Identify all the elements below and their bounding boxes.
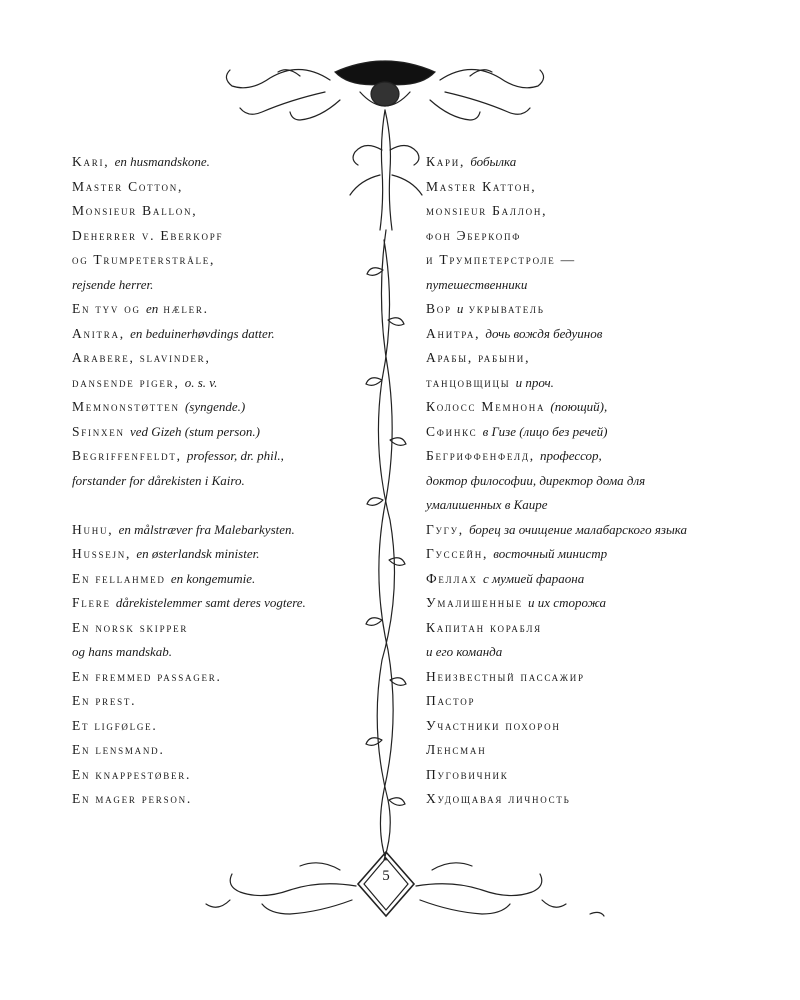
role-punct: ,: [104, 154, 110, 169]
cast-entry: [72, 346, 372, 371]
role-name: Кари: [426, 154, 461, 169]
cast-entry: [426, 493, 746, 518]
role-punct: ,: [458, 521, 464, 537]
cast-entry: [426, 297, 746, 322]
cast-entry: [426, 248, 746, 273]
role-punct: ,: [542, 203, 548, 218]
role-name: Hussejn: [72, 546, 127, 561]
cast-entry: [72, 175, 372, 200]
cast-entry: [426, 420, 746, 445]
role-description: дочь вождя бедуинов: [485, 325, 603, 341]
role-description: en: [145, 301, 159, 316]
role-name: укрыватель: [468, 301, 545, 316]
role-punct: ,: [209, 252, 216, 267]
cast-entry: [72, 199, 372, 224]
cast-entry: [72, 640, 372, 665]
role-description: (поющий),: [550, 399, 608, 414]
role-name: En norsk skipper: [72, 619, 189, 635]
role-punct: .: [203, 301, 209, 316]
role-name: En mager person: [72, 791, 187, 806]
role-punct: ,: [475, 325, 481, 341]
role-description: dårekistelemmer samt deres vogtere.: [115, 595, 306, 610]
cast-entry: [72, 273, 372, 298]
role-description: восточный министр: [493, 546, 608, 561]
role-punct: ,: [119, 325, 125, 341]
cast-entry: [426, 640, 746, 665]
cast-entry: [72, 763, 372, 788]
cast-entry: [426, 763, 746, 788]
cast-entry: [72, 787, 372, 812]
role-description: в Гизе (лицо без речей): [482, 423, 608, 439]
role-name: Пуговичник: [426, 766, 509, 782]
cast-entry: [426, 346, 746, 371]
role-description: и проч.: [515, 374, 554, 390]
role-name: Гуссейн: [426, 546, 483, 561]
role-punct: ,: [525, 350, 531, 365]
role-description: доктор философии, директор дома для: [426, 472, 646, 488]
role-description: en husmandskone.: [114, 154, 210, 169]
cast-entry: [426, 689, 746, 714]
role-description: борец за очищение малабарского языка: [469, 521, 688, 537]
role-name: Memnonstøtten: [72, 399, 180, 414]
cast-entry: [426, 616, 746, 641]
role-description: умалишенных в Каире: [426, 497, 548, 512]
role-punct: ,: [460, 154, 466, 169]
role-name: Анитра: [426, 325, 476, 341]
role-name: dansende piger: [72, 374, 175, 390]
role-name: En knappestøber: [72, 766, 186, 782]
cast-entry: [426, 395, 746, 420]
role-punct: ,: [126, 546, 132, 561]
role-name: Худощавая личность: [426, 791, 571, 806]
role-name: hæler: [163, 301, 204, 316]
role-punct: .: [216, 668, 222, 684]
cast-entry: [72, 616, 372, 641]
role-name: фон Эберкопф: [426, 227, 522, 243]
role-description: en østerlandsk minister.: [136, 546, 260, 561]
cast-entry: [426, 469, 746, 494]
role-name: Умалишенные: [426, 595, 523, 610]
cast-entry: [72, 322, 372, 347]
cast-entry: [72, 542, 372, 567]
role-punct: ,: [178, 178, 184, 194]
role-name: Пастор: [426, 693, 476, 708]
role-description: путешественники: [426, 276, 528, 292]
role-description: en beduinerhøvdings datter.: [130, 325, 275, 341]
role-punct: ,: [176, 448, 182, 463]
role-name: и Трумпетерстроле —: [426, 252, 576, 267]
role-description: (syngende.): [184, 399, 246, 414]
role-description: forstander for dårekisten i Kairo.: [72, 472, 245, 488]
cast-entry: [72, 591, 372, 616]
role-punct: .: [131, 693, 137, 708]
role-name: Deherrer v. Eberkopf: [72, 227, 224, 243]
cast-entry: [72, 395, 372, 420]
cast-entry: [72, 150, 372, 175]
role-name: Begriffenfeldt: [72, 448, 177, 463]
role-punct: ,: [482, 546, 489, 561]
role-name: Гугу: [426, 521, 459, 537]
cast-entry: [72, 248, 372, 273]
role-description: с мумией фараона: [482, 570, 585, 586]
role-punct: .: [186, 791, 192, 806]
role-description: rejsende herrer.: [72, 276, 154, 292]
cast-entry: [426, 273, 746, 298]
role-name: Вор: [426, 301, 452, 316]
role-name: Участники похорон: [426, 717, 561, 733]
role-name: En tyv og: [72, 301, 141, 316]
cast-entry: [72, 297, 372, 322]
page-number: 5: [382, 868, 390, 884]
role-name: Арабы, рабыни: [426, 350, 526, 365]
role-punct: .: [185, 766, 192, 782]
cast-entry: [72, 224, 372, 249]
role-description: professor, dr. phil.,: [186, 448, 284, 463]
role-name: Monsieur Ballon: [72, 203, 193, 218]
cast-entry: [72, 420, 372, 445]
cast-entry: [426, 787, 746, 812]
cast-entry: [72, 567, 372, 592]
russian-cast-list: [426, 150, 746, 812]
role-description: и его команда: [426, 644, 503, 659]
role-name: Капитан корабля: [426, 619, 542, 635]
role-name: En prest: [72, 693, 132, 708]
cast-entry: [72, 493, 372, 518]
role-name: танцовщицы: [426, 374, 511, 390]
role-punct: ,: [205, 350, 211, 365]
cast-entry: [72, 371, 372, 396]
role-description: en kongemumie.: [170, 570, 256, 586]
role-name: Et ligfølge: [72, 717, 153, 733]
role-description: и: [456, 301, 464, 316]
role-name: Master Каттон: [426, 178, 532, 194]
role-punct: ,: [529, 448, 535, 463]
cast-entry: [72, 444, 372, 469]
cast-entry: [426, 322, 746, 347]
role-name: Ленсман: [426, 742, 487, 757]
norwegian-cast-list: [72, 150, 372, 812]
role-description: профессор,: [540, 448, 602, 463]
role-name: Master Cotton: [72, 178, 179, 194]
cast-entry: [426, 542, 746, 567]
role-name: Бегриффенфелд: [426, 448, 530, 463]
role-name: Сфинкс: [426, 423, 478, 439]
cast-entry: [426, 444, 746, 469]
cast-entry: [72, 689, 372, 714]
role-name: En lensmand: [72, 742, 160, 757]
cast-entry: [426, 224, 746, 249]
role-punct: .: [152, 717, 158, 733]
role-description: o. s. v.: [184, 374, 218, 390]
role-punct: ,: [192, 203, 198, 218]
role-name: Феллах: [426, 570, 478, 586]
cast-entry: [72, 665, 372, 690]
cast-entry: [426, 738, 746, 763]
role-punct: ,: [174, 374, 180, 390]
cast-entry: [426, 567, 746, 592]
cast-entry: [426, 665, 746, 690]
role-description: og hans mandskab.: [72, 644, 173, 659]
role-name: og Trumpeterstråle: [72, 252, 210, 267]
role-name: Kari: [72, 154, 105, 169]
cast-entry: [72, 738, 372, 763]
cast-entry: [72, 518, 372, 543]
role-name: Anitra: [72, 325, 120, 341]
role-name: monsieur Баллон: [426, 203, 543, 218]
role-name: Sfinxen: [72, 423, 125, 439]
role-description: ved Gizeh (stum person.): [129, 423, 260, 439]
role-name: En fremmed passager: [72, 668, 217, 684]
role-name: En fellahmed: [72, 570, 166, 586]
cast-entry: [426, 199, 746, 224]
role-punct: ,: [108, 521, 114, 537]
cast-entry: [426, 518, 746, 543]
role-description: бобылка: [470, 154, 517, 169]
cast-entry: [426, 371, 746, 396]
cast-entry: [426, 714, 746, 739]
cast-entry: [426, 175, 746, 200]
cast-entry: [72, 714, 372, 739]
role-name: Flere: [72, 595, 111, 610]
role-name: Колосс Мемнона: [426, 399, 546, 414]
role-name: Arabere, slavinder: [72, 350, 206, 365]
cast-entry: [426, 591, 746, 616]
role-name: Неизвестный пассажир: [426, 668, 585, 684]
role-punct: .: [159, 742, 165, 757]
role-description: и их сторожа: [528, 595, 607, 610]
role-description: en målstræver fra Malebarkysten.: [118, 521, 295, 537]
role-punct: ,: [531, 178, 537, 194]
role-name: Huhu: [72, 521, 109, 537]
cast-entry: [426, 150, 746, 175]
cast-entry: [72, 469, 372, 494]
